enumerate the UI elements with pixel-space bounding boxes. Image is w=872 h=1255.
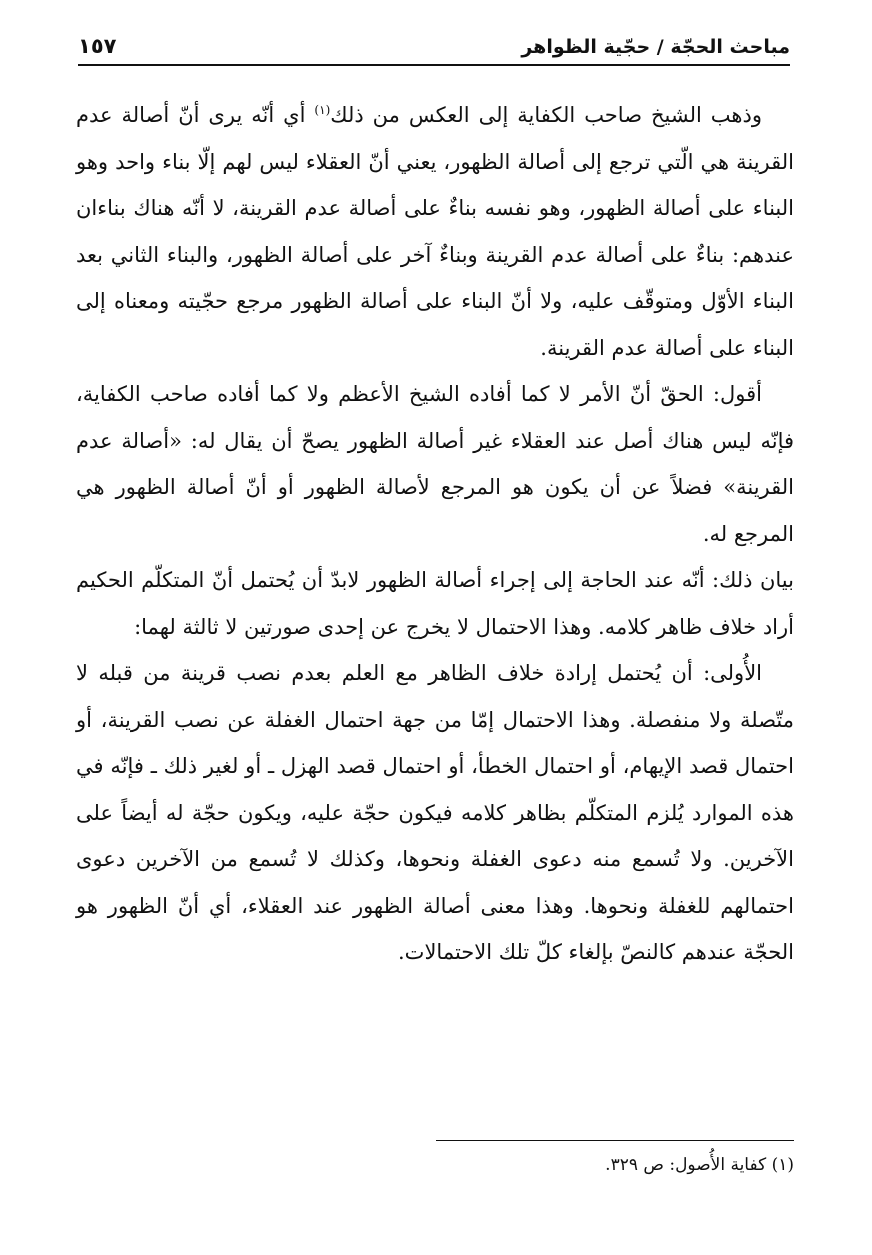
paragraph-2: أقول: الحقّ أنّ الأمر لا كما أفاده الشيخ الأعظم ولا كما أفاده صاحب الكفاية، فإنّه ليس هناك أصل عند العقلاء غير أصالة الظهور يصحّ أن يقال له: «أصالة عدم القرينة» فضلاً عن أن يكون هو المرجع لأصالة الظهور أو أنّ أصالة الظهور هي المرجع له.	[76, 382, 794, 546]
footnote-divider	[436, 1140, 794, 1141]
running-title: مباحث الحجّة / حجّية الظواهر	[521, 36, 790, 58]
footnote: (١) كفاية الأُصول: ص ٣٢٩.	[605, 1155, 794, 1175]
page-number: ١٥٧	[78, 34, 117, 58]
paragraph-1-rest: أي أنّه يرى أنّ أصالة عدم القرينة هي الّتي ترجع إلى أصالة الظهور، يعني أنّ العقلاء ليس لهم إلّا بناء واحد وهو البناء على أصالة الظهور، وهو نفسه بناءٌ على أصالة عدم القرينة، لا أنّه هناك بناءان عندهم: بناءٌ على أصالة عدم القرينة وبناءٌ آخر على أصالة الظهور، والبناء الثاني بعد البناء الأوّل ومتوقّف عليه، ولا أنّ البناء على أصالة الظهور مرجع حجّيته ومعناه إلى البناء على أصالة عدم القرينة.	[76, 103, 794, 360]
paragraph-4: الأُولى: أن يُحتمل إرادة خلاف الظاهر مع العلم بعدم نصب قرينة من قبله لا متّصلة ولا منفصلة. وهذا الاحتمال إمّا من جهة احتمال الغفلة عن نصب القرينة، أو احتمال قصد الإيهام، أو احتمال الخطأ، أو احتمال قصد الهزل ـ أو لغير ذلك ـ فإنّه في هذه الموارد يُلزم المتكلّم بظاهر كلامه فيكون حجّة عليه، ويكون حجّة له أيضاً على الآخرين. ولا تُسمع منه دعوى الغفلة ونحوها، وكذلك لا تُسمع من الآخرين دعوى احتمالهم للغفلة ونحوها. وهذا معنى أصالة الظهور عند العقلاء، أي أنّ الظهور هو الحجّة عندهم كالنصّ بإلغاء كلّ تلك الاحتمالات.	[76, 661, 794, 964]
footnote-reference: (١)	[314, 103, 331, 117]
paragraph-1-lead: وذهب الشيخ صاحب الكفاية إلى العكس من ذلك	[330, 103, 762, 127]
running-header	[78, 30, 790, 66]
paragraph-3: بيان ذلك: أنّه عند الحاجة إلى إجراء أصالة الظهور لابدّ أن يُحتمل أنّ المتكلّم الحكيم أراد خلاف ظاهر كلامه. وهذا الاحتمال لا يخرج عن إحدى صورتين لا ثالثة لهما:	[76, 568, 794, 639]
paragraph-1	[76, 92, 794, 371]
body-text	[76, 92, 794, 976]
